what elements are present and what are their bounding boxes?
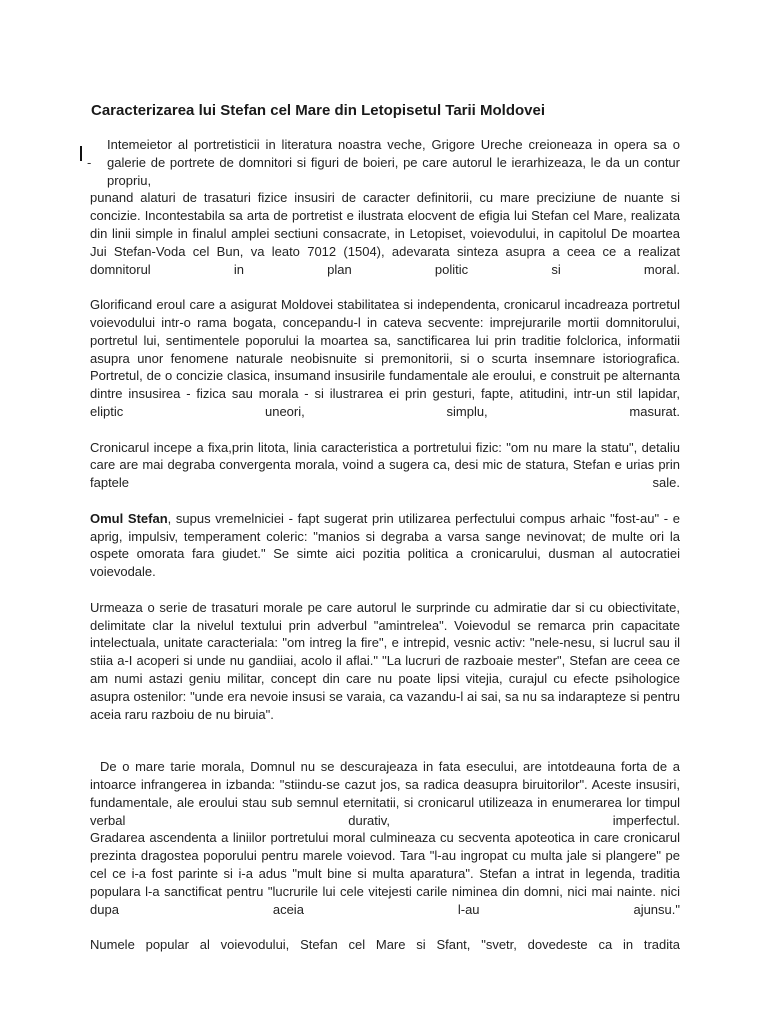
paragraph-moral-strength: De o mare tarie morala, Domnul nu se descurajeaza in fata esecului, are intotdeauna forta de a intoarce infrangerea in izbanda: "stiindu-se cazut jos, sa radica deasupra biruitorilor". Aceste insusiri, fundamentale, ale eroului stau sub semnul eternitatii, si cronicarul utilizeaza in enumerarea lor timpul verbal durativ, imperfectul. bbox=[90, 759, 680, 828]
text-cursor bbox=[80, 146, 82, 161]
paragraph-moral-traits: Urmeaza o serie de trasaturi morale pe care autorul le surprinde cu admiratie dar si cu obiectivitate, delimitate clar la nivelul textului prin adverbul "amintrelea". Voievodul se remarca prin capacitate intelectuala, unitate caracteriala: "om intreg la fire", e intrepid, vesnic activ: "nele-nesu, si lucrul sau il stiia a-I acoperi si unde nu gandiiai, acolo il aflai." "La lucruri de razboaie mester", Stefan are ceea ce am numi astazi geniu militar, concept din care nu poate lipsi vitejia, curajul cu efecte psihologice asupra ostenilor: "unde era nevoie insusi se varaia, ca vazandu-l ai sai, sa nu sa indarapteze si pentru aceia raru razboiu de nu biruia". bbox=[90, 599, 680, 722]
paragraph-popular-name: Numele popular al voievodului, Stefan cel Mare si Sfant, "svetr, dovedeste ca in tradita bbox=[90, 937, 680, 953]
paragraph-apotheosis: Gradarea ascendenta a liniilor portretului moral culmineaza cu secventa apoteotica in care cronicarul prezinta dragostea poporului pentru marele voievod. Tara "l-au ingropat cu multa jale si plangere" pe cel ce i-a fost parinte si i-a adus "mult bine si multa aparatura". Stefan a intrat in legenda, traditia populara l-a sanctificat pentru "lucrurile lui cele vitejesti carile niminea din domni, nici mai nainte. nici dupa aceia l-au ajunsu." bbox=[90, 830, 680, 917]
list-dash-marker: - bbox=[87, 155, 92, 170]
paragraph-glorification: Glorificand eroul care a asigurat Moldovei stabilitatea si independenta, cronicarul incadreaza portretul voievodului intr-o rama bogata, concepandu-l in cateva secvente: imprejurarile mortii domnitorului, portretul lui, sentimentele poporului la moartea sa, sanctificarea lui prin traditie folclorica, informatii asupra unor fenomene naturale neobisnuite si premonitorii, si o scurta insemnare istoriografica. bbox=[90, 297, 680, 366]
paragraph-intro: punand alaturi de trasaturi fizice insusiri de caracter definitorii, cu mare preciziune de nuante si concizie. Incontestabila sa arta de portretist e ilustrata elocvent de efigia lui Stefan cel Mare, realizata din linii simple in finalul amplei sectiuni consacrate, in Letopiset, voievodului, in capitolul De moartea Jui Stefan-Voda cel Bun, va leato 7012 (1504), adevarata sinteza asupra a ceea ce a realizat domnitorul in plan politic si moral. bbox=[90, 190, 680, 277]
paragraph-portrait: Portretul, de o concizie clasica, insumand insusirile fundamentale ale eroului, e construit pe alternanta dintre insusirea - fizica sau morala - si ilustrarea ei prin gesturi, fapte, atitudini, intr-un stil lapidar, eliptic uneori, simplu, masurat. bbox=[90, 368, 680, 419]
paragraph-physical-portrait: Cronicarul incepe a fixa,prin litota, linia caracteristica a portretului fizic: "om nu mare la statu", detaliu care are mai degraba convergenta morala, voind a sugera ca, desi mic de statura, Stefan e urias prin faptele sale. bbox=[90, 439, 680, 491]
paragraph-omul-stefan bbox=[90, 510, 680, 581]
bold-heading-omul-stefan: Omul Stefan bbox=[90, 510, 168, 526]
paragraph-omul-stefan-text: , supus vremelniciei - fapt sugerat prin utilizarea perfectului compus arhaic "fost-au" - e aprig, impulsiv, temperament coleric: "manios si degraba a varsa sange nevinovat; de multe ori la ospete omorata fara giudet." Se simte aici pozitia politica a cronicarului, dusman al autocratiei voievodale. bbox=[90, 510, 680, 580]
paragraph-intro-indented: Intemeietor al portretisticii in literatura noastra veche, Grigore Ureche creioneaza in opera sa o galerie de portrete de domnitori si figuri de boieri, pe care autorul le ierarhizeaza, le da un contur propriu, bbox=[107, 137, 680, 188]
document-body bbox=[90, 136, 680, 954]
document-title: Caracterizarea lui Stefan cel Mare din Letopisetul Tarii Moldovei bbox=[91, 102, 546, 119]
